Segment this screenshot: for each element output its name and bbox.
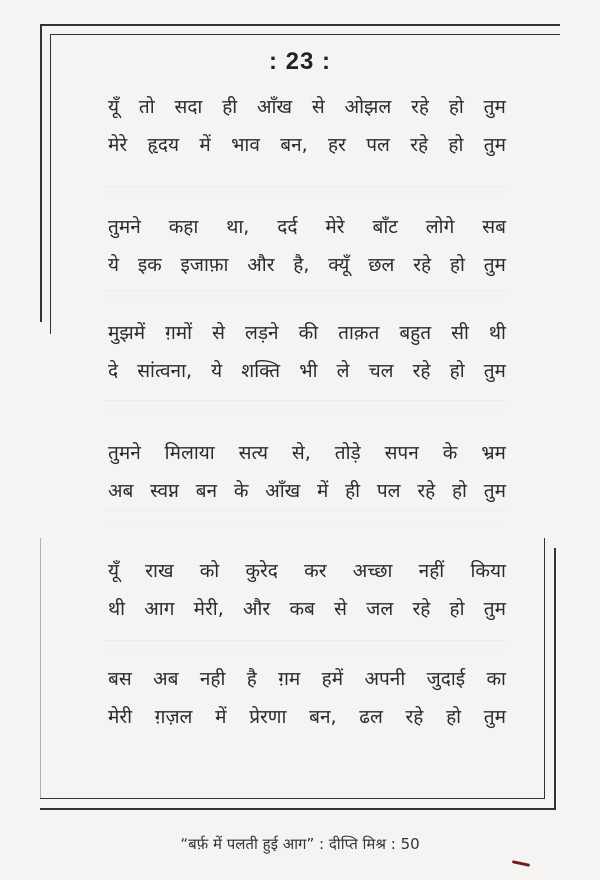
stanza (108, 208, 506, 284)
poem-word: तुम (483, 254, 506, 276)
frame-top-outer (40, 24, 560, 26)
poem-word: सपन (384, 442, 419, 464)
poem-word: ग़मों (165, 322, 193, 344)
poem-word: रहे (411, 96, 429, 118)
poem-word: को (199, 560, 220, 582)
poem-word: पल (376, 480, 401, 502)
page-heading: : 23 : (268, 48, 331, 75)
frame-bottom-inner (40, 798, 545, 799)
poem-word: है, (293, 254, 310, 276)
poem-word: कर (304, 560, 327, 582)
poem-word: यूँ (108, 560, 120, 582)
poem-word: शक्ति (241, 360, 281, 382)
poem-word: नही (199, 668, 226, 690)
poem-word: और (242, 598, 271, 620)
poem-line (108, 590, 506, 628)
frame-left-inner (50, 34, 51, 334)
poem-word: से (311, 96, 325, 118)
poem-word: कहा (168, 216, 199, 238)
poem-word: लड़ने (244, 322, 279, 344)
poem-word: हो (448, 96, 464, 118)
poem-word: तुम (483, 480, 506, 502)
poem-word: स्वप्न (150, 480, 179, 502)
poem-word: सदा (174, 96, 203, 118)
poem-word: ले (336, 360, 350, 382)
bleed-through (105, 400, 505, 412)
poem-word: इजाफ़ा (180, 254, 229, 276)
poem-word: दर्द (277, 216, 298, 238)
poem-word: भाव (231, 134, 260, 156)
poem-word: से (334, 598, 347, 620)
poem-word: है (246, 668, 257, 690)
poem-word: से, (291, 442, 311, 464)
poem-word: तुम (483, 96, 506, 118)
poem-word: से (212, 322, 225, 344)
poem-line (108, 698, 506, 736)
poem-word: जुदाई (426, 668, 466, 690)
poem-word: मेरे (325, 216, 345, 238)
poem-word: यूँ (108, 96, 120, 118)
poem-word: ढल (359, 706, 383, 728)
frame-right-outer (554, 548, 556, 810)
poem-word: आँख (265, 480, 301, 502)
poem-word: रहे (413, 254, 432, 276)
poem-word: की (298, 322, 319, 344)
poem-word: ओझल (344, 96, 392, 118)
poem-word: में (199, 134, 211, 156)
poem-word: तुम (483, 134, 506, 156)
stanza (108, 552, 506, 628)
poem-line (108, 246, 506, 284)
poem-word: क्यूँ (328, 254, 350, 276)
poem-word: हमें (321, 668, 344, 690)
poem-word: तुमने (108, 216, 141, 238)
poem-word: ताक़त (338, 322, 380, 344)
poem-word: बस (108, 668, 132, 690)
poem-word: का (486, 668, 506, 690)
frame-right-inner (544, 538, 545, 798)
frame-left-lower (40, 538, 41, 798)
poem-word: तोड़े (334, 442, 361, 464)
poem-word: हो (449, 598, 465, 620)
poem-word: बहुत (399, 322, 432, 344)
poem-word: नहीं (418, 560, 445, 582)
bleed-through (105, 290, 505, 302)
poem-line (108, 126, 506, 164)
poem-word: था, (226, 216, 250, 238)
poem-word: थी (488, 322, 506, 344)
poem-word: हो (451, 480, 467, 502)
poem-word: मेरी, (193, 598, 224, 620)
poem-word: तुम (483, 360, 506, 382)
poem-word: रहे (417, 480, 436, 502)
poem-word: सी (451, 322, 469, 344)
poem-word: ग़म (278, 668, 301, 690)
poem-word: सब (482, 216, 506, 238)
frame-top-inner (50, 34, 560, 35)
poem-word: हो (446, 706, 462, 728)
poem-word: हृदय (147, 134, 180, 156)
poem-word: ग़ज़ल (154, 706, 193, 728)
poem-word: थी (108, 598, 126, 620)
poem-word: भी (299, 360, 318, 382)
frame-bottom-outer (40, 808, 556, 810)
poem-word: के (233, 480, 249, 502)
poem-word: आग (144, 598, 175, 620)
poem-word: और (247, 254, 275, 276)
poem-line (108, 88, 506, 126)
poem-word: बाँट (372, 216, 398, 238)
poem-word: मिलाया (164, 442, 215, 464)
stanza (108, 434, 506, 510)
poem-word: भ्रम (481, 442, 506, 464)
poem-word: रहे (412, 598, 431, 620)
poem-word: किया (470, 560, 506, 582)
poem-word: हो (448, 134, 464, 156)
poem-word: ही (345, 480, 361, 502)
poem-word: तुमने (108, 442, 141, 464)
poem-word: तो (138, 96, 155, 118)
poem-word: अब (108, 480, 134, 502)
poem-line (108, 552, 506, 590)
poem-word: मुझमें (108, 322, 146, 344)
stanza (108, 660, 506, 736)
poem-word: के (442, 442, 458, 464)
poem-line (108, 434, 506, 472)
poem-line (108, 314, 506, 352)
poem-word: ये (108, 254, 120, 276)
poem-word: पल (366, 134, 390, 156)
ink-mark (512, 860, 530, 867)
poem-word: ये (211, 360, 223, 382)
poem-word: मेरी (108, 706, 133, 728)
poem-word: जल (366, 598, 394, 620)
poem-word: राख (145, 560, 174, 582)
poem-word: लोगे (425, 216, 455, 238)
poem-word: सांत्वना, (137, 360, 193, 382)
poem-word: इक (137, 254, 162, 276)
stanza (108, 314, 506, 390)
book-footer: “बर्फ़ में पलती हुई आग” : दीप्ति मिश्र : 50 (180, 835, 420, 853)
poem-word: बन, (280, 134, 308, 156)
poem-word: सत्य (238, 442, 268, 464)
poem-word: ही (222, 96, 238, 118)
poem-word: प्रेरणा (249, 706, 287, 728)
poem-word: कुरेद (245, 560, 278, 582)
poem-word: अब (153, 668, 179, 690)
poem-word: में (215, 706, 227, 728)
poem-word: दे (108, 360, 119, 382)
poem-word: बन (195, 480, 218, 502)
poem-word: छल (368, 254, 395, 276)
stanza (108, 88, 506, 164)
poem-word: हो (449, 254, 465, 276)
poem-line (108, 352, 506, 390)
poem-word: आँख (257, 96, 293, 118)
poem-word: रहे (412, 360, 431, 382)
poem-word: बन, (309, 706, 337, 728)
bleed-through (105, 640, 505, 652)
poem-word: हो (449, 360, 465, 382)
poem-word: रहे (405, 706, 424, 728)
poem-word: कब (289, 598, 315, 620)
poem-word: में (316, 480, 329, 502)
poem-line (108, 472, 506, 510)
poem-word: तुम (483, 598, 506, 620)
poem-word: चल (368, 360, 394, 382)
poem-word: अपनी (364, 668, 406, 690)
bleed-through (105, 510, 505, 522)
poem-word: मेरे (108, 134, 128, 156)
poem-word: तुम (483, 706, 506, 728)
poem-word: अच्छा (352, 560, 393, 582)
poem-line (108, 208, 506, 246)
poem-word: रहे (410, 134, 429, 156)
bleed-through (105, 186, 505, 198)
poem-line (108, 660, 506, 698)
poem-word: हर (328, 134, 346, 156)
